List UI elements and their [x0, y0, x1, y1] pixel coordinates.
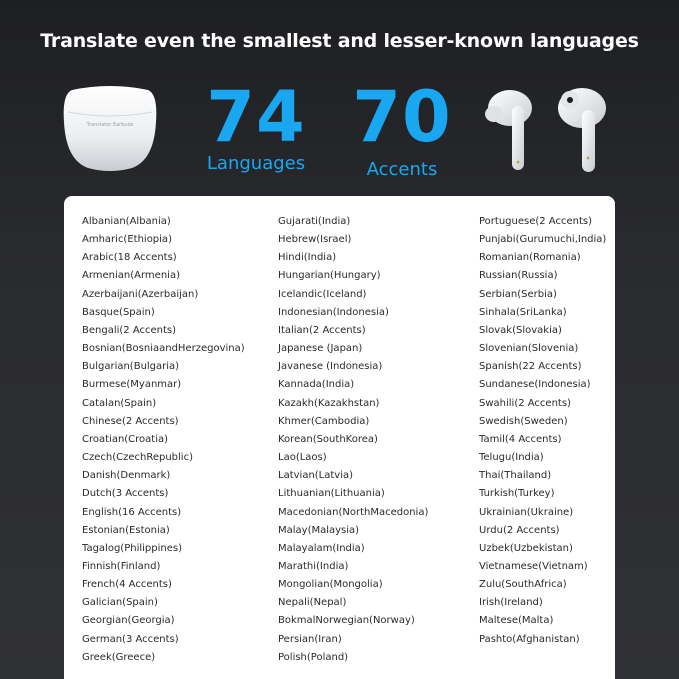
- language-item: Marathi(India): [278, 560, 349, 572]
- svg-text:Translator Earbuds: Translator Earbuds: [86, 122, 134, 128]
- language-item: Uzbek(Uzbekistan): [479, 542, 573, 554]
- language-item: Armenian(Armenia): [82, 270, 180, 282]
- language-item: Mongolian(Mongolia): [278, 579, 383, 591]
- language-item: Indonesian(Indonesia): [278, 306, 389, 318]
- language-item: Lithuanian(Lithuania): [278, 488, 385, 500]
- language-item: Serbian(Serbia): [479, 288, 557, 300]
- language-item: Gujarati(India): [278, 216, 351, 227]
- language-column-3: [479, 213, 606, 649]
- language-item: Polish(Poland): [278, 651, 349, 663]
- language-item: Czech(CzechRepublic): [82, 452, 193, 464]
- language-item: Vietnamese(Vietnam): [479, 560, 588, 572]
- language-item: Punjabi(Gurumuchi,India): [479, 234, 607, 246]
- language-column-2: [278, 213, 428, 667]
- language-item: Romanian(Romania): [479, 252, 581, 264]
- language-item: Spanish(22 Accents): [479, 361, 582, 373]
- language-item: Slovenian(Slovenia): [479, 343, 579, 355]
- language-item: Maltese(Malta): [479, 615, 554, 627]
- language-item: Dutch(3 Accents): [82, 488, 169, 500]
- language-item: BokmalNorwegian(Norway): [278, 615, 415, 627]
- language-item: Greek(Greece): [82, 651, 156, 663]
- language-item: Slovak(Slovakia): [479, 324, 562, 336]
- language-item: Hindi(India): [278, 252, 337, 264]
- languages-stat: [200, 76, 312, 174]
- languages-label: Languages: [206, 153, 306, 174]
- language-item: Swedish(Sweden): [479, 415, 568, 427]
- language-item: Burmese(Myanmar): [82, 379, 182, 391]
- language-item: Hungarian(Hungary): [278, 270, 381, 282]
- language-item: Italian(2 Accents): [278, 324, 366, 336]
- language-item: Amharic(Ethiopia): [82, 234, 172, 246]
- language-list-panel: [64, 196, 615, 679]
- language-item: Urdu(2 Accents): [479, 524, 560, 536]
- language-item: Croatian(Croatia): [82, 433, 169, 445]
- language-item: Catalan(Spain): [82, 397, 157, 409]
- language-item: Persian(Iran): [278, 633, 342, 645]
- language-item: Sundanese(Indonesia): [479, 379, 591, 391]
- language-item: Tagalog(Philippines): [82, 542, 182, 554]
- language-item: Kannada(India): [278, 379, 355, 391]
- language-item: Telugu(India): [479, 452, 544, 464]
- language-item: Irish(Ireland): [479, 597, 543, 609]
- language-item: Malay(Malaysia): [278, 524, 360, 536]
- language-item: Swahili(2 Accents): [479, 397, 571, 409]
- accents-stat: [350, 76, 454, 180]
- language-item: Danish(Denmark): [82, 470, 171, 482]
- language-item: Estonian(Estonia): [82, 524, 170, 536]
- language-item: Thai(Thailand): [479, 470, 552, 482]
- language-item: Tamil(4 Accents): [479, 433, 562, 445]
- language-item: Hebrew(Israel): [278, 234, 352, 246]
- language-item: Portuguese(2 Accents): [479, 216, 592, 227]
- language-item: Basque(Spain): [82, 306, 155, 318]
- language-item: Turkish(Turkey): [479, 488, 555, 500]
- language-item: Bosnian(BosniaandHerzegovina): [82, 343, 245, 355]
- language-item: Ukrainian(Ukraine): [479, 506, 574, 518]
- headline: Translate even the smallest and lesser-known languages: [40, 30, 639, 52]
- earbuds-case-image: [62, 82, 158, 174]
- earbuds-image: [482, 80, 620, 180]
- language-item: Chinese(2 Accents): [82, 415, 179, 427]
- language-item: Korean(SouthKorea): [278, 433, 378, 445]
- language-column-1: [82, 213, 245, 667]
- language-item: Latvian(Latvia): [278, 470, 354, 482]
- language-item: Japanese (Japan): [278, 343, 363, 355]
- language-item: Pashto(Afghanistan): [479, 633, 580, 645]
- language-item: Bengali(2 Accents): [82, 324, 177, 336]
- language-item: Macedonian(NorthMacedonia): [278, 506, 429, 518]
- languages-count: 74: [206, 76, 306, 158]
- language-item: Javanese (Indonesia): [278, 361, 383, 373]
- language-item: Finnish(Finland): [82, 560, 161, 572]
- language-item: Albanian(Albania): [82, 216, 171, 227]
- language-item: Georgian(Georgia): [82, 615, 175, 627]
- language-item: Lao(Laos): [278, 452, 327, 464]
- language-item: Kazakh(Kazakhstan): [278, 397, 380, 409]
- language-item: Khmer(Cambodia): [278, 415, 370, 427]
- language-item: Russian(Russia): [479, 270, 558, 282]
- language-item: Bulgarian(Bulgaria): [82, 361, 180, 373]
- language-item: Zulu(SouthAfrica): [479, 579, 567, 591]
- accents-label: Accents: [366, 159, 438, 180]
- language-item: Arabic(18 Accents): [82, 252, 177, 264]
- language-item: Sinhala(SriLanka): [479, 306, 567, 318]
- accents-count: 70: [352, 76, 452, 158]
- language-item: Icelandic(Iceland): [278, 288, 367, 300]
- language-item: Azerbaijani(Azerbaijan): [82, 288, 199, 300]
- language-item: Nepali(Nepal): [278, 597, 347, 609]
- language-item: German(3 Accents): [82, 633, 179, 645]
- language-item: English(16 Accents): [82, 506, 182, 518]
- language-item: Galician(Spain): [82, 597, 158, 609]
- language-item: French(4 Accents): [82, 579, 172, 591]
- language-item: Malayalam(India): [278, 542, 365, 554]
